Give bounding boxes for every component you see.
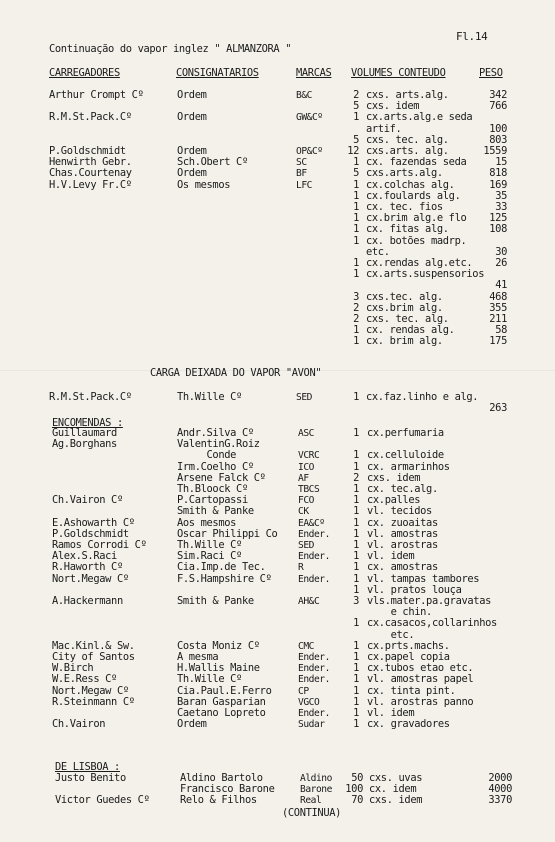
row-vol: 1: [353, 639, 359, 652]
row-desc: cx. idem: [369, 783, 417, 796]
row-consignee: Th.Bloock Cº: [177, 483, 248, 495]
row-shipper: P.Goldschmidt: [52, 527, 129, 540]
row-mark: CP: [298, 685, 309, 697]
row-mark: Ender.: [298, 528, 330, 540]
row-vol: 70: [351, 794, 363, 807]
row-consignee: Sch.Obert Cº: [177, 156, 248, 169]
header-volumes-conteudo: VOLUMES CONTEUDO: [351, 67, 446, 79]
section-title-avon: CARGA DEIXADA DO VAPOR "AVON": [150, 367, 322, 379]
row-vol: 1: [353, 268, 359, 281]
row-weight: 4000: [488, 783, 512, 796]
row-desc: artif.: [366, 122, 402, 135]
row-shipper: Guillaumard: [52, 427, 117, 439]
row-mark: AF: [298, 472, 309, 484]
encomendas-label: ENCOMENDAS :: [52, 417, 123, 429]
row-consignee: Th.Wille Cº: [177, 391, 242, 403]
row-vol: 1: [353, 695, 359, 708]
row-weight: 58: [495, 324, 507, 337]
row-vol: 5: [353, 133, 359, 146]
row-desc: vl. tampas tambores: [367, 572, 480, 585]
row-vol: 1: [353, 651, 359, 663]
header-marcas: MARCAS: [296, 67, 332, 79]
row-desc: cx.perfumaria: [367, 427, 444, 439]
row-weight: 803: [489, 133, 507, 146]
row-vol: 5: [353, 100, 359, 113]
row-mark: GW&Cº: [296, 112, 323, 124]
row-desc: cx.casacos,collarinhos: [367, 617, 497, 630]
row-shipper: Ramos Corrodi Cº: [52, 539, 147, 551]
row-consignee: H.Wallis Maine: [177, 662, 260, 675]
row-desc: cx. fazendas seda: [366, 156, 467, 169]
row-consignee: Ordem: [177, 145, 207, 157]
row-vol: 1: [353, 449, 359, 462]
row-shipper: Nort.Megaw Cº: [52, 684, 129, 697]
row-desc: cx.rendas alg.etc.: [366, 257, 473, 269]
row-consignee: Aos mesmos: [177, 516, 237, 529]
row-shipper: Nort.Megaw Cº: [52, 572, 129, 585]
row-vol: 2: [353, 301, 359, 314]
row-consignee: Os mesmos: [177, 178, 231, 191]
row-mark: Ender.: [298, 708, 330, 719]
row-consignee: ValentinG.Roiz: [177, 438, 260, 451]
row-mark: OP&Cº: [296, 146, 323, 157]
row-consignee: A mesma: [177, 651, 219, 663]
row-shipper: Justo Benito: [55, 772, 126, 784]
row-desc: cx.foulards alg.: [366, 189, 461, 202]
row-weight: 175: [489, 335, 507, 348]
row-desc: cx.brim alg.e flo: [366, 212, 467, 225]
row-consignee: Ordem: [177, 718, 207, 731]
row-desc: vl. idem: [367, 550, 415, 563]
row-shipper: Ag.Borghans: [52, 438, 117, 451]
row-shipper: H.V.Levy Fr.Cº: [49, 178, 132, 191]
row-desc: cx.celluloide: [367, 449, 444, 462]
row-vol: 1: [353, 718, 359, 731]
row-consignee: Th.Wille Cº: [177, 539, 242, 551]
row-consignee: Th.Wille Cº: [177, 673, 242, 686]
row-desc: cxs. idem: [369, 794, 423, 807]
row-vol: 12: [347, 145, 359, 157]
row-vol: 1: [353, 460, 359, 473]
row-vol: 2: [353, 89, 359, 101]
row-vol: 1: [353, 324, 359, 337]
row-consignee: Ordem: [177, 167, 207, 180]
row-vol: 3: [353, 595, 359, 607]
row-desc: cx. armarinhos: [367, 460, 450, 473]
row-shipper: E.Ashowarth Cº: [52, 516, 135, 529]
row-desc: cxs.arts. alg.: [366, 145, 449, 157]
row-weight: 30: [495, 245, 507, 258]
row-vol: 1: [353, 156, 359, 169]
row-desc: cxs.arts.alg.: [366, 167, 443, 180]
row-weight: 33: [495, 201, 507, 213]
row-desc: vl. idem: [367, 707, 415, 719]
row-consignee: Irm.Coelho Cº: [177, 460, 254, 473]
row-weight: 108: [489, 223, 507, 236]
row-vol: 2: [353, 471, 359, 484]
row-vol: 3: [353, 290, 359, 303]
row-desc: cxs. idem: [366, 100, 420, 113]
row-weight: 818: [489, 167, 507, 180]
row-consignee: Arsene Falck Cº: [177, 471, 266, 484]
row-weight: 766: [489, 100, 507, 113]
row-desc: vls.mater.pa.gravatas: [367, 595, 492, 607]
row-desc: e chin.: [367, 606, 432, 619]
row-vol: 1: [353, 483, 359, 495]
row-vol: 1: [353, 234, 359, 247]
row-weight: 342: [489, 89, 507, 101]
row-shipper: R.Haworth Cº: [52, 561, 123, 574]
row-desc: cx. brim alg.: [366, 335, 443, 348]
row-vol: 1: [353, 178, 359, 191]
row-consignee: Conde: [177, 449, 237, 462]
row-desc: vl. arostras: [367, 539, 438, 551]
row-desc: cxs. arts.alg.: [366, 89, 449, 101]
row-desc: cxs. uvas: [369, 772, 423, 784]
row-desc: cxs.brim alg.: [366, 301, 443, 314]
row-consignee: F.S.Hampshire Cº: [177, 572, 272, 585]
row-desc: cx.tubos etao etc.: [367, 662, 474, 675]
row-vol: 1: [353, 527, 359, 540]
document-title: Continuação do vapor inglez " ALMANZORA ": [49, 43, 292, 55]
row-consignee: Andr.Silva Cº: [177, 427, 254, 439]
row-desc: cx. tec.alg.: [367, 483, 438, 495]
row-desc: cxs. idem: [367, 471, 421, 484]
row-desc: cx.palles: [367, 494, 421, 507]
row-desc: vl. arostras panno: [367, 695, 474, 708]
row-desc: etc.: [366, 245, 390, 258]
row-mark: BF: [296, 168, 307, 180]
row-vol: 1: [353, 189, 359, 202]
row-desc: cx. rendas alg.: [366, 324, 455, 337]
row-vol: 1: [353, 572, 359, 585]
continua-footer: (CONTINUA): [282, 807, 342, 819]
row-weight: 2000: [488, 772, 512, 784]
row-consignee: Costa Moniz Cº: [177, 639, 260, 652]
row-shipper: W.E.Ress Cº: [52, 673, 117, 686]
row-weight: 100: [489, 122, 507, 135]
row-desc: cxs. tec. alg.: [366, 133, 449, 146]
row-desc: cxs. tec. alg.: [366, 313, 449, 325]
row-mark: Real: [300, 795, 322, 807]
row-consignee: Francisco Barone: [180, 783, 275, 796]
row-consignee: Ordem: [177, 111, 207, 124]
row-mark: Ender.: [298, 551, 330, 563]
row-shipper: R.M.St.Pack.Cº: [49, 391, 132, 403]
row-desc: cx.colchas alg.: [366, 178, 455, 191]
row-mark: TBCS: [298, 484, 320, 495]
row-vol: 1: [353, 111, 359, 124]
row-vol: 1: [353, 257, 359, 269]
row-consignee: Relo & Filhos: [180, 794, 257, 807]
row-shipper: Arthur Crompt Cº: [49, 89, 144, 101]
row-shipper: Mac.Kinl.& Sw.: [52, 639, 135, 652]
row-mark: LFC: [296, 179, 312, 191]
row-desc: cx.faz.linho e alg.: [366, 391, 479, 403]
row-vol: 1: [353, 335, 359, 348]
row-weight: 468: [489, 290, 507, 303]
row-shipper: A.Hackermann: [52, 595, 123, 607]
row-desc: cx.arts.alg.e seda: [366, 111, 473, 124]
row-mark: FCO: [298, 495, 314, 507]
row-vol: 1: [353, 201, 359, 213]
row-desc: vl. pratos louça: [367, 583, 462, 596]
row-vol: 1: [353, 391, 359, 403]
row-vol: 1: [353, 212, 359, 225]
row-shipper: City of Santos: [52, 651, 135, 663]
row-consignee: P.Cartopassi: [177, 494, 248, 507]
row-mark: R: [298, 562, 304, 574]
row-mark: Sudar: [298, 719, 325, 731]
row-consignee: Smith & Panke: [177, 595, 254, 607]
row-weight: 15: [495, 156, 507, 169]
header-peso: PESO: [479, 67, 503, 79]
row-shipper: Ch.Vairon Cº: [52, 494, 123, 507]
row-mark: Ender.: [298, 674, 330, 686]
row-vol: 1: [353, 662, 359, 675]
row-mark: Ender.: [298, 663, 330, 675]
row-mark: ASC: [298, 428, 314, 439]
row-mark: SED: [296, 392, 312, 403]
row-vol: 100: [345, 783, 363, 796]
row-vol: 1: [353, 516, 359, 529]
row-desc: cx. fitas alg.: [366, 223, 449, 236]
row-desc: vl. amostras papel: [367, 673, 474, 686]
row-consignee: Caetano Lopreto: [177, 707, 266, 719]
row-vol: 1: [353, 583, 359, 596]
row-shipper: R.Steinmann Cº: [52, 695, 135, 708]
row-consignee: Cia.Imp.de Tec.: [177, 561, 266, 574]
row-weight: 3370: [488, 794, 512, 807]
row-mark: Ender.: [298, 573, 330, 585]
row-consignee: Aldino Bartolo: [180, 772, 263, 784]
row-weight: 26: [495, 257, 507, 269]
row-vol: 1: [353, 427, 359, 439]
row-shipper: Victor Guedes Cº: [55, 794, 150, 807]
row-weight: 211: [489, 313, 507, 325]
row-shipper: Alex.S.Raci: [52, 550, 117, 563]
row-mark: Ender.: [298, 652, 330, 663]
row-shipper: Henwirth Gebr.: [49, 156, 132, 169]
folio-number: Fl.14: [456, 30, 488, 43]
row-vol: 50: [351, 772, 363, 784]
row-mark: CK: [298, 506, 309, 518]
row-desc: vl. tecidos: [367, 505, 432, 518]
row-desc: cx.prts.machs.: [367, 639, 450, 652]
row-vol: 1: [353, 539, 359, 551]
header-carregadores: CARREGADORES: [49, 67, 120, 79]
row-weight: 1559: [483, 145, 507, 157]
row-vol: 1: [353, 617, 359, 630]
row-mark: VCRC: [298, 450, 320, 462]
row-mark: Aldino: [300, 773, 332, 784]
row-weight: 169: [489, 178, 507, 191]
lisboa-label: DE LISBOA :: [55, 761, 120, 773]
row-vol: 1: [353, 673, 359, 686]
row-vol: 1: [353, 505, 359, 518]
row-shipper: R.M.St.Pack.Cº: [49, 111, 132, 124]
row-desc: vl. amostras: [367, 527, 438, 540]
row-desc: cx. zuoaitas: [367, 516, 438, 529]
row-desc: cxs.tec. alg.: [366, 290, 443, 303]
row-mark: SC: [296, 157, 307, 169]
row-desc: etc.: [367, 628, 415, 641]
row-weight: 125: [489, 212, 507, 225]
row-vol: 1: [353, 550, 359, 563]
row-mark: AH&C: [298, 596, 320, 607]
row-weight: 355: [489, 301, 507, 314]
row-shipper: Ch.Vairon: [52, 718, 106, 731]
row-vol: 5: [353, 167, 359, 180]
row-vol: 1: [353, 707, 359, 719]
row-mark: B&C: [296, 90, 312, 101]
row-desc: cx. tec. fios: [366, 201, 443, 213]
row-consignee: Baran Gasparian: [177, 695, 266, 708]
row-desc: cx. tinta pint.: [367, 684, 456, 697]
row-weight: 41: [495, 279, 507, 292]
row-desc: cx.papel copia: [367, 651, 450, 663]
row-weight: 263: [489, 402, 507, 415]
row-desc: cx. gravadores: [367, 718, 450, 731]
row-consignee: Smith & Panke: [177, 505, 254, 518]
row-vol: 2: [353, 313, 359, 325]
row-shipper: W.Birch: [52, 662, 94, 675]
row-mark: ICO: [298, 461, 314, 473]
row-desc: cx. amostras: [367, 561, 438, 574]
row-mark: EA&Cº: [298, 517, 325, 529]
row-mark: SED: [298, 540, 314, 551]
row-consignee: Oscar Philippi Co: [177, 527, 278, 540]
row-shipper: P.Goldschmidt: [49, 145, 126, 157]
row-vol: 1: [353, 561, 359, 574]
row-vol: 1: [353, 494, 359, 507]
row-vol: 1: [353, 684, 359, 697]
row-consignee: Sim.Raci Cº: [177, 550, 242, 563]
row-mark: VGCO: [298, 696, 320, 708]
header-consignatarios: CONSIGNATARIOS: [176, 67, 259, 79]
row-desc: cx.arts.suspensorios: [366, 268, 485, 281]
row-mark: CMC: [298, 640, 314, 652]
row-desc: cx. botões madrp.: [366, 234, 467, 247]
row-shipper: Chas.Courtenay: [49, 167, 132, 180]
row-weight: 35: [495, 189, 507, 202]
row-vol: 1: [353, 223, 359, 236]
row-consignee: Ordem: [177, 89, 207, 101]
row-consignee: Cia.Paul.E.Ferro: [177, 684, 272, 697]
row-mark: Barone: [300, 784, 332, 796]
